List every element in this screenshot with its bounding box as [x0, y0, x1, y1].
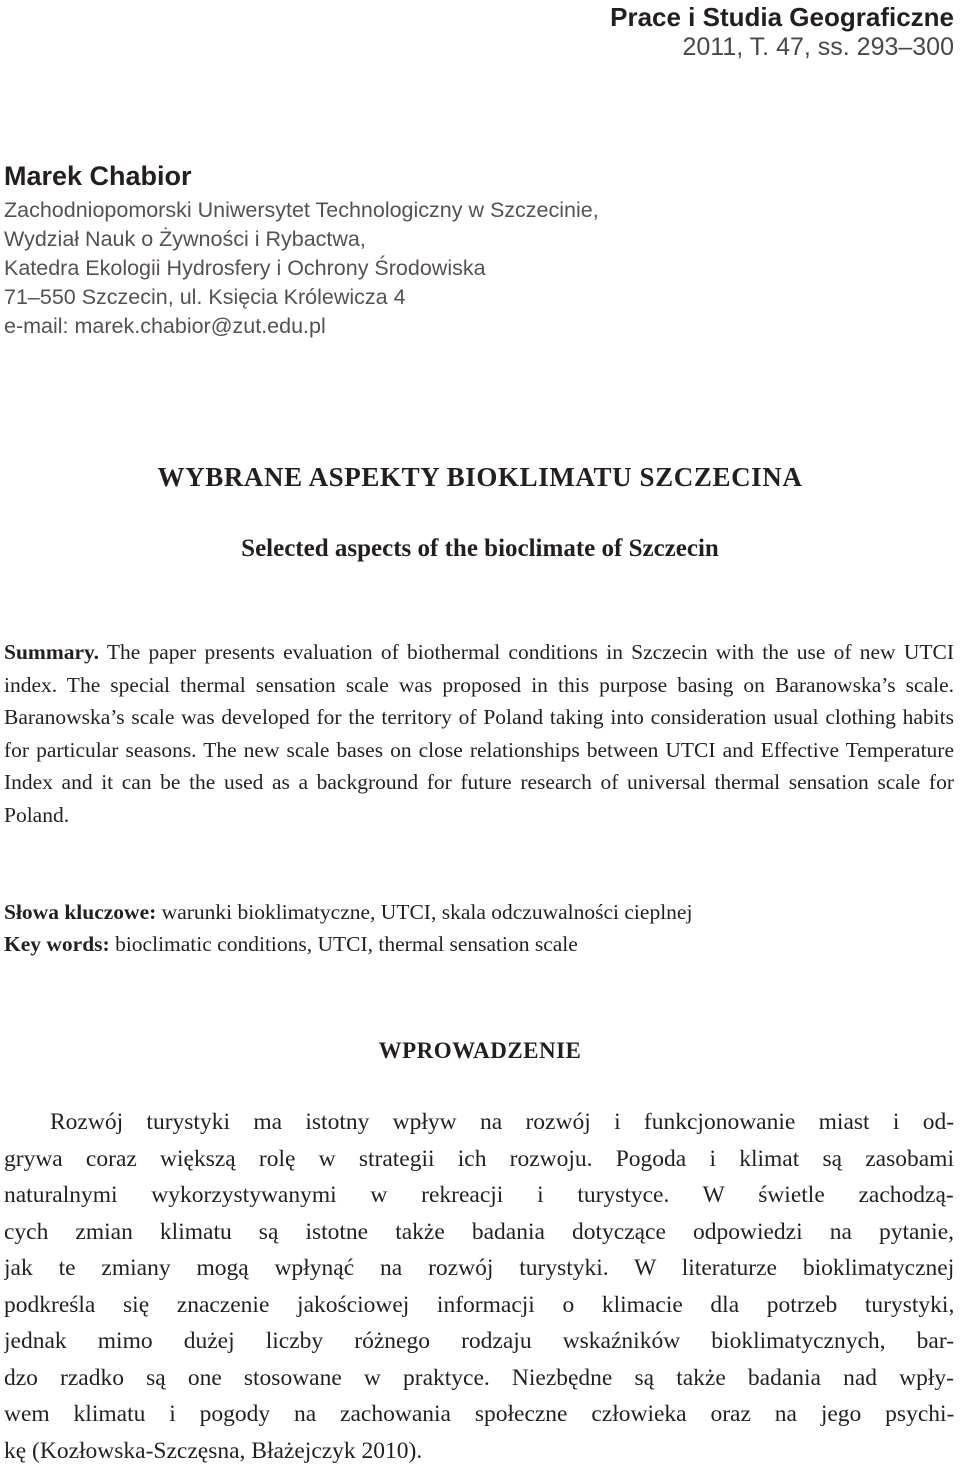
intro-line: Rozwój turystyki ma istotny wpływ na rozwój i funkcjonowanie miast i od- [50, 1109, 954, 1135]
keywords-english-text: bioclimatic conditions, UTCI, thermal sensation scale [115, 932, 578, 956]
keywords-polish-label: Słowa kluczowe: [4, 900, 157, 924]
intro-line: jak te zmiany mogą wpłynąć na rozwój turystyki. W literaturze bioklimatycznej [4, 1255, 954, 1281]
affiliation-university: Zachodniopomorski Uniwersytet Technologiczny w Szczecinie, [4, 198, 599, 222]
intro-line: dzo rzadko są one stosowane w praktyce. Niezbędne są także badania nad wpły- [4, 1364, 954, 1391]
intro-line: podkreśla się znaczenie jakościowej informacji o klimacie dla potrzeb turystyki, [4, 1291, 954, 1318]
keywords-english [4, 928, 954, 960]
affiliation-address: 71–550 Szczecin, ul. Księcia Królewicza 4 [4, 285, 406, 309]
intro-line: wem klimatu i pogody na zachowania społeczne człowieka oraz na jego psychi- [4, 1401, 954, 1427]
keywords-polish-text: warunki bioklimatyczne, UTCI, skala odczuwalności cieplnej [161, 900, 693, 924]
title-english: Selected aspects of the bioclimate of Szczecin [241, 535, 719, 562]
keywords-block [4, 896, 954, 960]
journal-issue: 2011, T. 47, ss. 293–300 [682, 33, 954, 61]
intro-line: grywa coraz większą rolę w strategii ich rozwoju. Pogoda i klimat są zasobami [4, 1145, 954, 1172]
intro-line: jednak mimo dużej liczby różnego rodzaju wskaźników bioklimatycznych, bar- [4, 1328, 954, 1354]
section-heading-introduction: WPROWADZENIE [378, 1038, 582, 1063]
author-block [4, 156, 944, 341]
journal-header [610, 2, 954, 62]
journal-name: Prace i Studia Geograficzne [610, 2, 954, 32]
author-name: Marek Chabior [4, 161, 192, 191]
summary-text: The paper presents evaluation of biothermal conditions in Szczecin with the use of new UTCI index. The special thermal sensation scale was proposed in this purpose basing on Baranowska’s scale. Baranowska’s scale was developed for the territory of Poland taking into consideration usual clothing habits for particular seasons. The new scale bases on close relationships between UTCI and Effective Temperature Index and it can be the used as a background for future research of universal thermal sensation scale for Poland. [4, 640, 954, 827]
intro-line: cych zmian klimatu są istotne także badania dotyczące odpowiedzi na pytanie, [4, 1218, 954, 1245]
keywords-polish [4, 896, 954, 928]
affiliation-department: Katedra Ekologii Hydrosfery i Ochrony Środowiska [4, 256, 486, 280]
keywords-english-label: Key words: [4, 932, 110, 956]
affiliation-faculty: Wydział Nauk o Żywności i Rybactwa, [4, 227, 366, 251]
intro-line: kę (Kozłowska-Szczęsna, Błażejczyk 2010). [4, 1437, 423, 1464]
introduction-paragraph [4, 1104, 954, 1469]
summary-label: Summary. [4, 640, 99, 664]
affiliation-email: e-mail: marek.chabior@zut.edu.pl [4, 314, 326, 338]
intro-line: naturalnymi wykorzystywanymi w rekreacji i turystyce. W świetle zachodzą- [4, 1182, 954, 1208]
title-polish: WYBRANE ASPEKTY BIOKLIMATU SZCZECINA [157, 462, 803, 492]
summary-paragraph [4, 636, 954, 831]
